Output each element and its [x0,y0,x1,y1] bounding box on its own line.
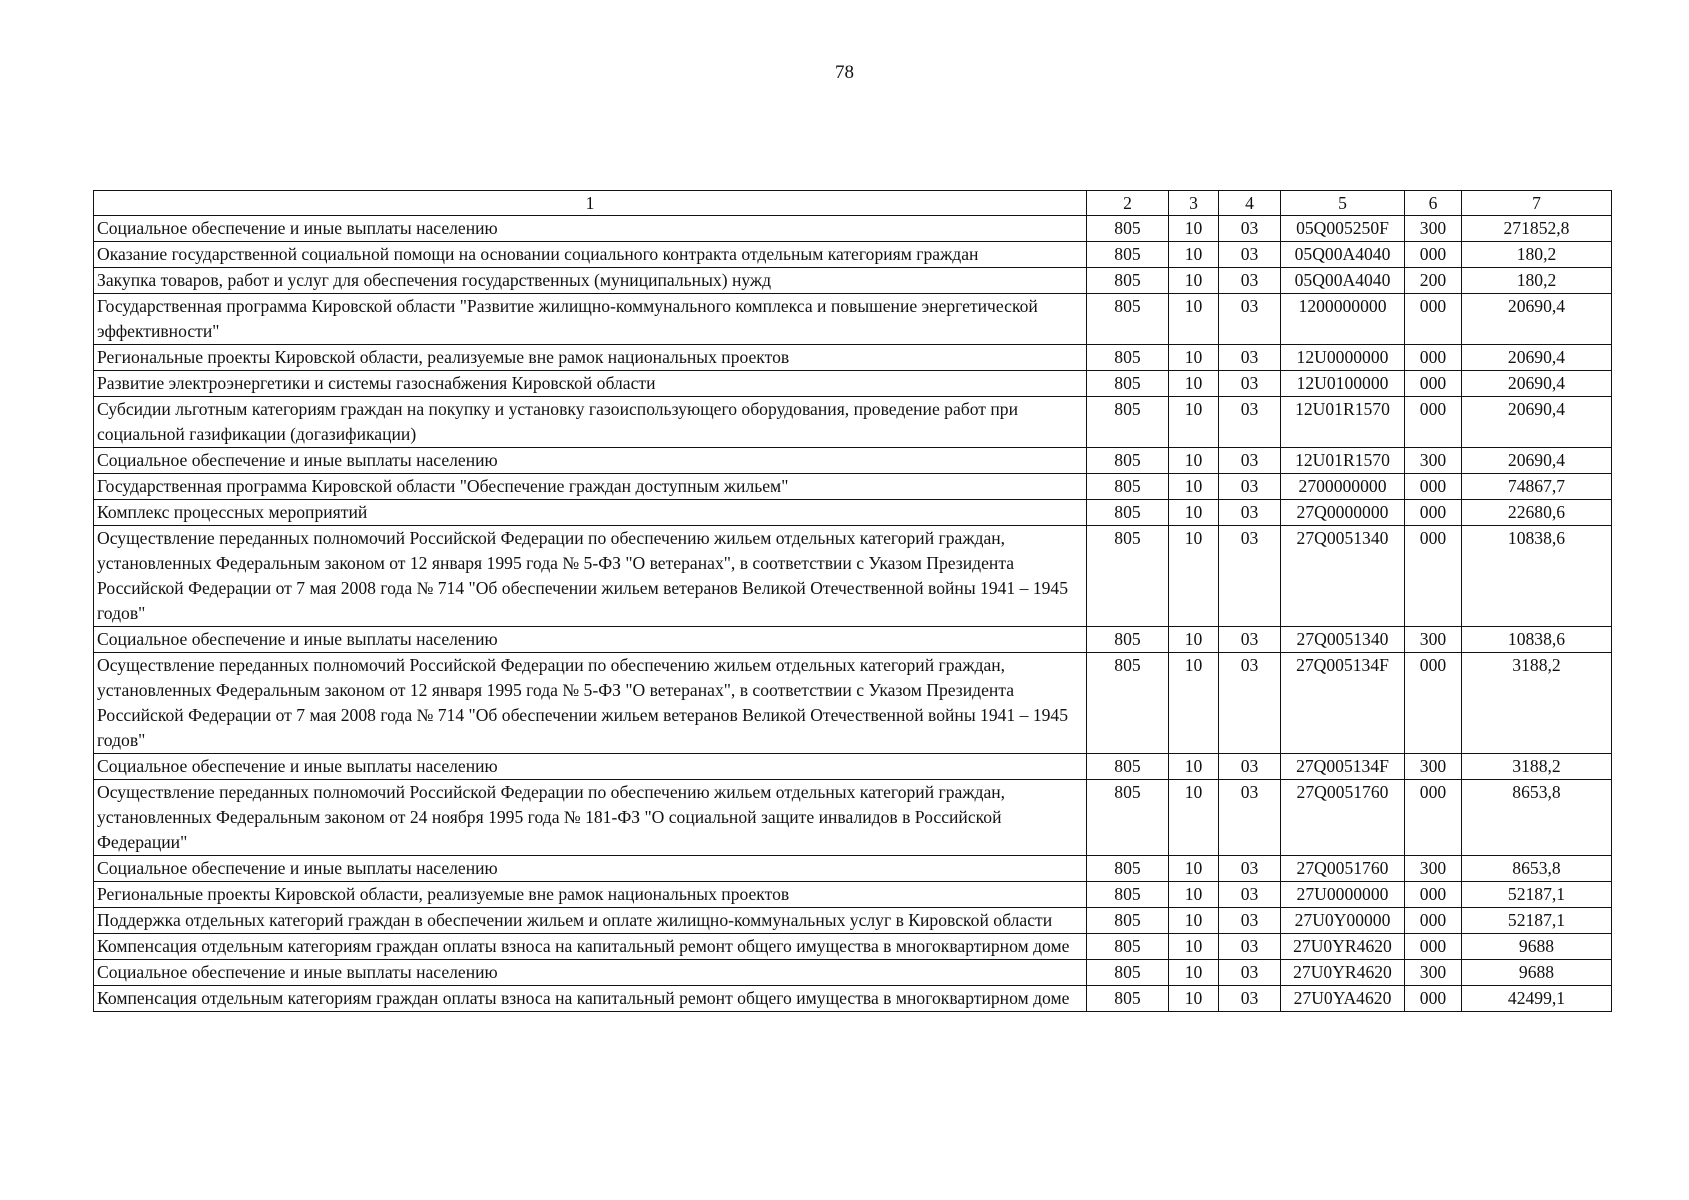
row-target-article-cell: 12U0000000 [1281,345,1405,371]
row-name-cell: Социальное обеспечение и иные выплаты населению [94,960,1087,986]
row-ministry-cell: 805 [1087,345,1169,371]
row-subsection-cell: 03 [1219,882,1281,908]
table-row [94,754,1612,780]
row-target-article-cell: 27U0YA4620 [1281,986,1405,1012]
table-row [94,216,1612,242]
row-name-cell: Социальное обеспечение и иные выплаты населению [94,448,1087,474]
row-name-cell: Региональные проекты Кировской области, реализуемые вне рамок национальных проектов [94,345,1087,371]
row-section-cell: 10 [1169,908,1219,934]
table-row [94,856,1612,882]
row-expense-type-cell: 000 [1405,986,1462,1012]
row-subsection-cell: 03 [1219,397,1281,448]
row-ministry-cell: 805 [1087,526,1169,627]
table-row [94,934,1612,960]
row-ministry-cell: 805 [1087,397,1169,448]
row-amount-cell: 20690,4 [1462,448,1612,474]
row-amount-cell: 42499,1 [1462,986,1612,1012]
row-ministry-cell: 805 [1087,960,1169,986]
row-subsection-cell: 03 [1219,934,1281,960]
table-row [94,294,1612,345]
row-name-cell: Закупка товаров, работ и услуг для обеспечения государственных (муниципальных) нужд [94,268,1087,294]
table-row [94,526,1612,627]
row-amount-cell: 8653,8 [1462,856,1612,882]
column-header-5: 5 [1281,191,1405,216]
row-ministry-cell: 805 [1087,216,1169,242]
row-expense-type-cell: 000 [1405,500,1462,526]
row-expense-type-cell: 300 [1405,216,1462,242]
row-subsection-cell: 03 [1219,500,1281,526]
row-target-article-cell: 27U0Y00000 [1281,908,1405,934]
column-header-4: 4 [1219,191,1281,216]
row-amount-cell: 20690,4 [1462,294,1612,345]
row-target-article-cell: 05Q005250F [1281,216,1405,242]
row-target-article-cell: 27Q0000000 [1281,500,1405,526]
row-subsection-cell: 03 [1219,960,1281,986]
table-row [94,882,1612,908]
row-name-cell: Социальное обеспечение и иные выплаты населению [94,627,1087,653]
row-expense-type-cell: 000 [1405,653,1462,754]
row-subsection-cell: 03 [1219,242,1281,268]
row-name-cell: Развитие электроэнергетики и системы газоснабжения Кировской области [94,371,1087,397]
row-expense-type-cell: 300 [1405,960,1462,986]
row-ministry-cell: 805 [1087,754,1169,780]
row-expense-type-cell: 000 [1405,242,1462,268]
row-name-cell: Региональные проекты Кировской области, реализуемые вне рамок национальных проектов [94,882,1087,908]
row-ministry-cell: 805 [1087,627,1169,653]
row-section-cell: 10 [1169,345,1219,371]
row-ministry-cell: 805 [1087,780,1169,856]
row-expense-type-cell: 000 [1405,397,1462,448]
row-subsection-cell: 03 [1219,908,1281,934]
row-expense-type-cell: 000 [1405,345,1462,371]
row-section-cell: 10 [1169,960,1219,986]
row-subsection-cell: 03 [1219,780,1281,856]
row-name-cell: Государственная программа Кировской области "Обеспечение граждан доступным жильем" [94,474,1087,500]
budget-table [93,190,1612,1012]
row-expense-type-cell: 000 [1405,371,1462,397]
row-section-cell: 10 [1169,371,1219,397]
table-row [94,653,1612,754]
table-row [94,268,1612,294]
row-amount-cell: 52187,1 [1462,908,1612,934]
page-number: 78 [835,62,854,83]
column-header-1: 1 [94,191,1087,216]
row-amount-cell: 9688 [1462,960,1612,986]
row-subsection-cell: 03 [1219,371,1281,397]
row-name-cell: Комплекс процессных мероприятий [94,500,1087,526]
row-subsection-cell: 03 [1219,216,1281,242]
row-expense-type-cell: 000 [1405,882,1462,908]
table-body [94,216,1612,1012]
row-expense-type-cell: 300 [1405,754,1462,780]
row-subsection-cell: 03 [1219,345,1281,371]
row-name-cell: Социальное обеспечение и иные выплаты населению [94,754,1087,780]
row-section-cell: 10 [1169,500,1219,526]
row-subsection-cell: 03 [1219,294,1281,345]
row-ministry-cell: 805 [1087,448,1169,474]
table-row [94,780,1612,856]
row-section-cell: 10 [1169,653,1219,754]
row-expense-type-cell: 000 [1405,934,1462,960]
row-subsection-cell: 03 [1219,653,1281,754]
row-section-cell: 10 [1169,474,1219,500]
row-expense-type-cell: 000 [1405,526,1462,627]
row-ministry-cell: 805 [1087,934,1169,960]
row-section-cell: 10 [1169,242,1219,268]
table-row [94,627,1612,653]
row-subsection-cell: 03 [1219,627,1281,653]
table-row [94,448,1612,474]
row-target-article-cell: 12U01R1570 [1281,397,1405,448]
row-target-article-cell: 27Q0051760 [1281,856,1405,882]
row-ministry-cell: 805 [1087,371,1169,397]
table-row [94,345,1612,371]
table-row [94,371,1612,397]
row-section-cell: 10 [1169,986,1219,1012]
row-section-cell: 10 [1169,448,1219,474]
row-amount-cell: 3188,2 [1462,754,1612,780]
row-name-cell: Компенсация отдельным категориям граждан оплаты взноса на капитальный ремонт общего имущества в многоквартирном доме [94,934,1087,960]
row-section-cell: 10 [1169,268,1219,294]
row-section-cell: 10 [1169,526,1219,627]
row-target-article-cell: 27U0YR4620 [1281,960,1405,986]
row-target-article-cell: 2700000000 [1281,474,1405,500]
row-expense-type-cell: 300 [1405,448,1462,474]
row-amount-cell: 10838,6 [1462,526,1612,627]
column-header-3: 3 [1169,191,1219,216]
row-section-cell: 10 [1169,882,1219,908]
row-amount-cell: 8653,8 [1462,780,1612,856]
header-row [94,191,1612,216]
table-row [94,986,1612,1012]
row-subsection-cell: 03 [1219,474,1281,500]
row-ministry-cell: 805 [1087,986,1169,1012]
row-section-cell: 10 [1169,216,1219,242]
row-target-article-cell: 27Q0051340 [1281,526,1405,627]
row-section-cell: 10 [1169,856,1219,882]
row-amount-cell: 9688 [1462,934,1612,960]
table-row [94,500,1612,526]
row-target-article-cell: 05Q00A4040 [1281,242,1405,268]
row-name-cell: Поддержка отдельных категорий граждан в обеспечении жильем и оплате жилищно-коммунальных услуг в Кировской области [94,908,1087,934]
row-target-article-cell: 27Q005134F [1281,754,1405,780]
row-section-cell: 10 [1169,397,1219,448]
row-expense-type-cell: 000 [1405,474,1462,500]
row-amount-cell: 52187,1 [1462,882,1612,908]
row-ministry-cell: 805 [1087,908,1169,934]
table-row [94,242,1612,268]
row-section-cell: 10 [1169,934,1219,960]
row-target-article-cell: 27Q0051340 [1281,627,1405,653]
row-expense-type-cell: 200 [1405,268,1462,294]
row-ministry-cell: 805 [1087,856,1169,882]
row-amount-cell: 74867,7 [1462,474,1612,500]
row-ministry-cell: 805 [1087,882,1169,908]
row-ministry-cell: 805 [1087,474,1169,500]
row-ministry-cell: 805 [1087,268,1169,294]
row-name-cell: Компенсация отдельным категориям граждан оплаты взноса на капитальный ремонт общего имущества в многоквартирном доме [94,986,1087,1012]
row-amount-cell: 180,2 [1462,268,1612,294]
row-target-article-cell: 27U0YR4620 [1281,934,1405,960]
row-name-cell: Оказание государственной социальной помощи на основании социального контракта отдельным категориям граждан [94,242,1087,268]
table-header [94,191,1612,216]
table-row [94,960,1612,986]
row-name-cell: Осуществление переданных полномочий Российской Федерации по обеспечению жильем отдельных категорий граждан, установленных Федеральным законом от 12 января 1995 года № 5-ФЗ "О ветеранах", в соответствии с Указом Президента Российской Федерации от 7 мая 2008 года № 714 "Об обеспечении жильем ветеранов Великой Отечественной войны 1941 – 1945 годов" [94,653,1087,754]
row-subsection-cell: 03 [1219,526,1281,627]
row-section-cell: 10 [1169,294,1219,345]
row-amount-cell: 271852,8 [1462,216,1612,242]
row-target-article-cell: 27Q0051760 [1281,780,1405,856]
row-subsection-cell: 03 [1219,268,1281,294]
row-expense-type-cell: 300 [1405,627,1462,653]
row-target-article-cell: 27U0000000 [1281,882,1405,908]
row-amount-cell: 3188,2 [1462,653,1612,754]
row-ministry-cell: 805 [1087,242,1169,268]
row-amount-cell: 22680,6 [1462,500,1612,526]
table-row [94,908,1612,934]
row-subsection-cell: 03 [1219,448,1281,474]
row-expense-type-cell: 000 [1405,780,1462,856]
row-name-cell: Социальное обеспечение и иные выплаты населению [94,216,1087,242]
row-amount-cell: 20690,4 [1462,345,1612,371]
row-amount-cell: 10838,6 [1462,627,1612,653]
row-target-article-cell: 1200000000 [1281,294,1405,345]
row-target-article-cell: 12U0100000 [1281,371,1405,397]
table-row [94,397,1612,448]
row-ministry-cell: 805 [1087,500,1169,526]
row-section-cell: 10 [1169,754,1219,780]
column-header-2: 2 [1087,191,1169,216]
row-section-cell: 10 [1169,780,1219,856]
row-name-cell: Субсидии льготным категориям граждан на покупку и установку газоиспользующего оборудования, проведение работ при социальной газификации (догазификации) [94,397,1087,448]
table-row [94,474,1612,500]
row-ministry-cell: 805 [1087,294,1169,345]
row-target-article-cell: 27Q005134F [1281,653,1405,754]
row-subsection-cell: 03 [1219,986,1281,1012]
row-expense-type-cell: 000 [1405,294,1462,345]
row-amount-cell: 180,2 [1462,242,1612,268]
column-header-6: 6 [1405,191,1462,216]
row-name-cell: Социальное обеспечение и иные выплаты населению [94,856,1087,882]
column-header-7: 7 [1462,191,1612,216]
row-subsection-cell: 03 [1219,754,1281,780]
row-expense-type-cell: 300 [1405,856,1462,882]
row-ministry-cell: 805 [1087,653,1169,754]
row-section-cell: 10 [1169,627,1219,653]
row-target-article-cell: 05Q00A4040 [1281,268,1405,294]
row-target-article-cell: 12U01R1570 [1281,448,1405,474]
row-name-cell: Осуществление переданных полномочий Российской Федерации по обеспечению жильем отдельных категорий граждан, установленных Федеральным законом от 12 января 1995 года № 5-ФЗ "О ветеранах", в соответствии с Указом Президента Российской Федерации от 7 мая 2008 года № 714 "Об обеспечении жильем ветеранов Великой Отечественной войны 1941 – 1945 годов" [94,526,1087,627]
row-amount-cell: 20690,4 [1462,371,1612,397]
row-name-cell: Осуществление переданных полномочий Российской Федерации по обеспечению жильем отдельных категорий граждан, установленных Федеральным законом от 24 ноября 1995 года № 181-ФЗ "О социальной защите инвалидов в Российской Федерации" [94,780,1087,856]
row-subsection-cell: 03 [1219,856,1281,882]
row-expense-type-cell: 000 [1405,908,1462,934]
row-amount-cell: 20690,4 [1462,397,1612,448]
row-name-cell: Государственная программа Кировской области "Развитие жилищно-коммунального комплекса и повышение энергетической эффективности" [94,294,1087,345]
